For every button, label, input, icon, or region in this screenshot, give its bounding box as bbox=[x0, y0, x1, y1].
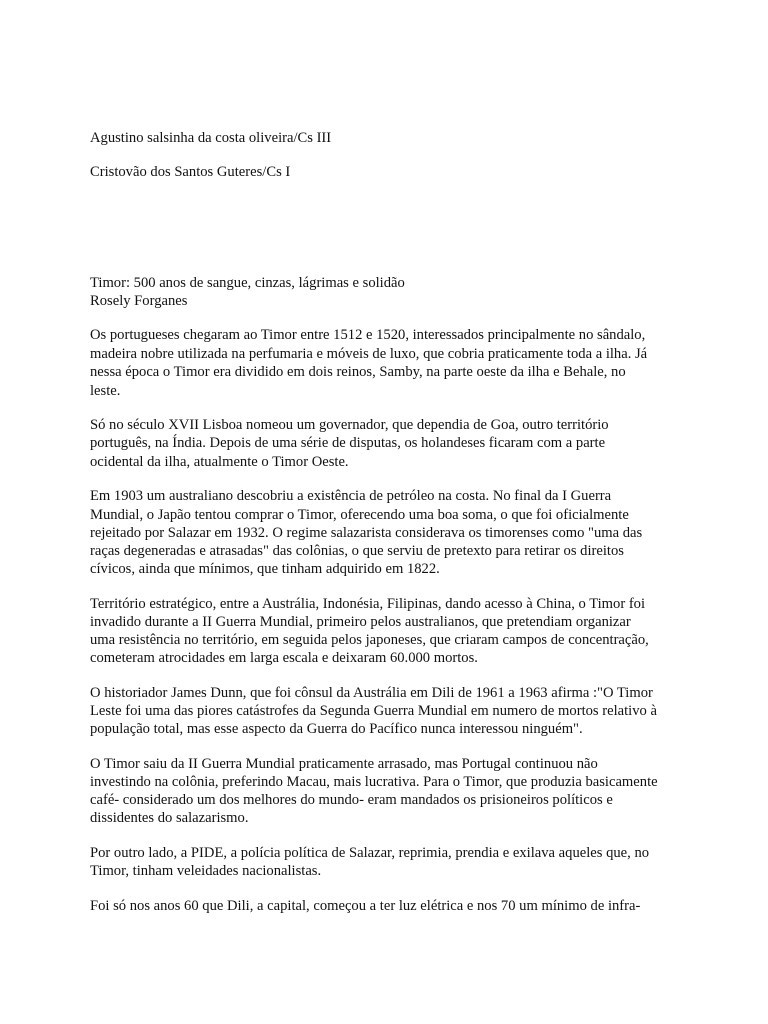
author-line: Agustino salsinha da costa oliveira/Cs III bbox=[90, 130, 332, 146]
paragraph-line: invadido durante a II Guerra Mundial, primeiro pelos australianos, que pretendiam organizar bbox=[90, 614, 631, 630]
paragraph-line: O historiador James Dunn, que foi cônsul da Austrália em Dili de 1961 a 1963 afirma :"O Timor bbox=[90, 685, 653, 701]
paragraph-line: O Timor saiu da II Guerra Mundial praticamente arrasado, mas Portugal continuou não bbox=[90, 756, 598, 772]
article-byline: Rosely Forganes bbox=[90, 293, 188, 309]
paragraph-line: Só no século XVII Lisboa nomeou um governador, que dependia de Goa, outro território bbox=[90, 417, 609, 433]
paragraph-line: uma resistência no território, em seguida pelos japoneses, que criaram campos de concentração, bbox=[90, 632, 649, 648]
paragraph-line: nessa época o Timor era dividido em dois reinos, Samby, na parte oeste da ilha e Behale, no bbox=[90, 364, 626, 380]
paragraph-line: ocidental da ilha, atualmente o Timor Oeste. bbox=[90, 454, 349, 470]
paragraph-line: Território estratégico, entre a Austrália, Indonésia, Filipinas, dando acesso à China, o Timor foi bbox=[90, 596, 646, 612]
paragraph-line: Leste foi uma das piores catástrofes da Segunda Guerra Mundial em numero de mortos relativo à bbox=[90, 703, 657, 719]
paragraph-line: Mundial, o Japão tentou comprar o Timor, oferecendo uma boa soma, o que foi oficialmente bbox=[90, 507, 629, 523]
paragraph-line: madeira nobre utilizada na perfumaria e móveis de luxo, que cobria praticamente toda a ilha. Já bbox=[90, 346, 648, 362]
paragraph-line: raças degeneradas e atrasadas" das colônias, o que serviu de pretexto para retirar os direitos bbox=[90, 543, 624, 559]
paragraph-line: Timor, tinham veleidades nacionalistas. bbox=[90, 863, 322, 879]
paragraph-line: café- considerado um dos melhores do mundo- eram mandados os prisioneiros políticos e bbox=[90, 792, 613, 808]
paragraph-line: cometeram atrocidades em larga escala e deixaram 60.000 mortos. bbox=[90, 650, 478, 666]
author-line: Cristovão dos Santos Guteres/Cs I bbox=[90, 164, 291, 180]
paragraph-line: português, na Índia. Depois de uma série de disputas, os holandeses ficaram com a parte bbox=[90, 435, 606, 451]
paragraph-line: Em 1903 um australiano descobriu a existência de petróleo na costa. No final da I Guerra bbox=[90, 488, 612, 504]
paragraph-line: Por outro lado, a PIDE, a polícia política de Salazar, reprimia, prendia e exilava aqueles que, no bbox=[90, 845, 650, 861]
paragraph-line: dissidentes do salazarismo. bbox=[90, 810, 249, 826]
paragraph-line: rejeitado por Salazar em 1932. O regime salazarista considerava os timorenses como "uma das bbox=[90, 525, 643, 541]
article-title: Timor: 500 anos de sangue, cinzas, lágrimas e solidão bbox=[90, 275, 405, 291]
paragraph-line: cívicos, ainda que mínimos, que tinham adquirido em 1822. bbox=[90, 561, 440, 577]
paragraph-line: população total, mas esse aspecto da Guerra do Pacífico nunca interessou ninguém". bbox=[90, 721, 583, 737]
paragraph-line: Os portugueses chegaram ao Timor entre 1512 e 1520, interessados principalmente no sândalo, bbox=[90, 327, 646, 343]
paragraph-line: investindo na colônia, preferindo Macau, mais lucrativa. Para o Timor, que produzia basicamente bbox=[90, 774, 658, 790]
paragraph-line: Foi só nos anos 60 que Dili, a capital, começou a ter luz elétrica e nos 70 um mínimo de infra- bbox=[90, 898, 641, 914]
paragraph-line: leste. bbox=[90, 383, 121, 399]
